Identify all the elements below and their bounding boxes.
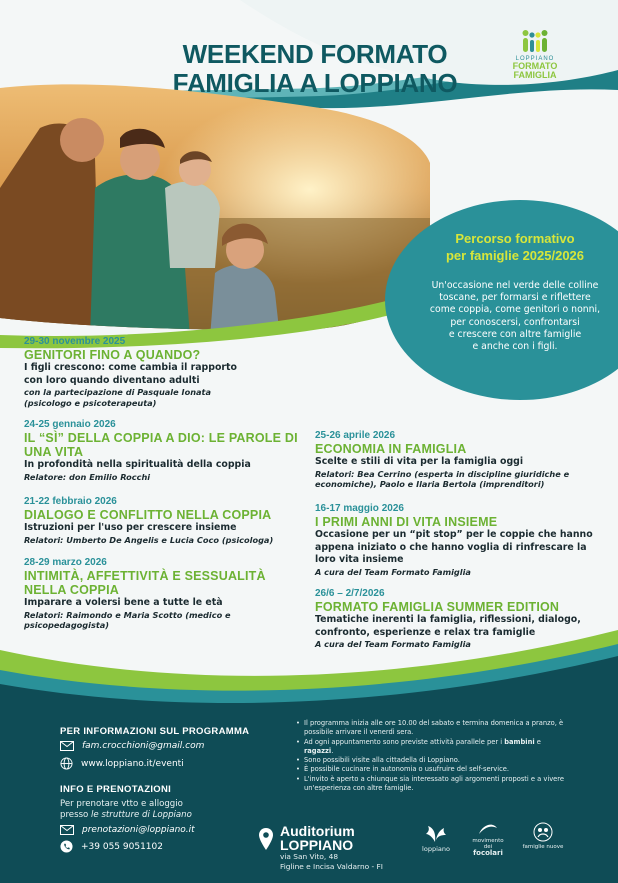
venue-block [280,824,383,871]
event-title: INTIMITÀ, AFFETTIVITÀ E SESSUALITÀ [24,569,266,583]
event-item [315,503,605,577]
event-speakers: psicopedagogista) [24,620,110,630]
venue-address: Figline e Incisa Valdarno - FI [280,861,383,871]
event-speakers: (psicologo e psicoterapeuta) [24,397,157,408]
booking-line: Per prenotare vtto e alloggio [60,799,183,809]
title-line: FAMIGLIA A LOPPIANO [172,68,458,98]
info-email-link[interactable]: fam.crocchioni@gmail.com [82,741,205,751]
event-title: GENITORI FINO A QUANDO? [24,348,201,362]
event-title: ECONOMIA IN FAMIGLIA [315,442,467,456]
phone-row[interactable] [60,840,163,853]
booking-line-emphasis: le strutture di Loppiano [91,809,192,820]
intro-title [415,230,615,264]
note-text: . [331,746,334,755]
event-date: 28-29 marzo 2026 [24,557,107,568]
note-item: • L'invito è aperto a chiunque sia interessato agli argomenti proposti e a vivere un'esperienza con altre famiglie. [296,775,572,794]
event-speakers: Relatore: don Emilio Rocchi [24,471,151,482]
note-item: • Il programma inizia alle ore 10.00 del sabato e termina domenica a pranzo, è possibile arrivare il venerdì sera. [296,719,572,738]
intro-line: e anche con i figli. [472,341,558,353]
event-title: I PRIMI ANNI DI VITA INSIEME [315,515,498,529]
famiglie-nuove-logo [520,822,566,850]
venue-address: via San Vito, 48 [280,852,339,861]
event-item [315,430,605,490]
event-description: Occasione per un “pit stop” per le coppie che hanno [315,529,593,540]
note-text: Ad ogni appuntamento sono previste attività parallele per i [304,737,505,746]
logo-word: LOPPIANO [515,56,555,62]
phone-icon [60,840,73,853]
event-date: 21-22 febbraio 2026 [24,496,117,507]
globe-icon [60,757,73,770]
formato-famiglia-logo [500,28,570,80]
event-speakers: Relatori: Bea Cerrino (esperta in discipline giuridiche e [315,468,570,479]
event-speakers: economiche), Paolo e Ilaria Bertola (imprenditori) [315,479,545,489]
event-speakers: A cura del Team Formato Famiglia [315,566,471,577]
venue-name: LOPPIANO [280,837,354,853]
booking-heading: INFO E PRENOTAZIONI [60,784,172,795]
booking-email-row[interactable] [60,825,195,835]
event-speakers: A cura del Team Formato Famiglia [315,639,471,649]
website-row[interactable] [60,757,184,770]
event-title: UNA VITA [24,445,84,459]
envelope-icon [60,741,74,751]
title-line: WEEKEND FORMATO [182,39,448,69]
note-text: e [534,737,541,746]
logo-name: FORMATO [512,61,558,71]
event-date: 16-17 maggio 2026 [315,503,404,514]
event-description: Tematiche inerenti la famiglia, riflessioni, dialogo, [315,614,581,625]
event-description: Imparare a volersi bene a tutte le età [24,597,223,608]
event-description: confronto, esperienze e relax tra famiglie [315,626,536,638]
event-item [24,496,314,545]
event-date: 25-26 aprile 2026 [315,430,396,441]
event-description: In profondità nella spiritualità della coppia [24,459,251,470]
event-date: 29-30 novembre 2025 [24,336,126,347]
note-item: • È possibile cucinare in autonomia o usufruire del self-service. [296,765,572,774]
notes-list [296,719,572,793]
event-speakers: con la partecipazione di Pasquale Ionata [24,387,211,397]
location-pin-icon [259,828,273,850]
focolari-logo-icon [477,822,499,836]
logo-name: FAMIGLIA [513,70,557,80]
venue-name: Auditorium [280,823,355,839]
loppiano-logo [414,824,458,852]
event-date: 24-25 gennaio 2026 [24,419,116,430]
event-description: I figli crescono: come cambia il rapporto [24,362,237,373]
intro-title-line: Percorso formativo [455,231,575,246]
note-item: • Sono possibili visite alla cittadella di Loppiano. [296,756,572,765]
intro-title-line: per famiglie 2025/2026 [445,248,585,263]
intro-line: toscane, per formarsi e riflettere [439,292,591,304]
event-speakers: Relatori: Umberto De Angelis e Lucia Coco (psicologa) [24,534,274,545]
event-description: appena iniziato o che hanno voglia di rinfrescare la [315,541,587,553]
event-speakers: Relatori: Raimondo e Maria Scotto (medico e [24,609,231,620]
envelope-icon [60,825,74,835]
loppiano-logo-text: loppiano [422,845,450,853]
note-bold-word: bambini [504,737,535,746]
event-title: NELLA COPPIA [24,583,119,597]
booking-line [60,810,192,821]
intro-line: Un'occasione nel verde delle colline [431,280,599,291]
note-bold-word: ragazzi [304,746,332,755]
booking-email-link[interactable]: prenotazioni@loppiano.it [82,825,195,835]
focolari-logo-small: movimento dei [472,838,504,850]
website-link[interactable]: www.loppiano.it/eventi [81,758,184,769]
focolari-logo [468,822,508,856]
event-item [24,336,314,408]
event-description: loro vita insieme [315,554,404,565]
event-description: con loro quando diventano adulti [24,374,200,386]
info-email-row[interactable] [60,741,204,751]
famiglie-nuove-logo-icon [533,822,553,842]
event-item [24,419,314,482]
booking-line-prefix: presso [60,809,92,820]
event-description: Scelte e stili di vita per la famiglia oggi [315,456,524,467]
intro-text [406,280,618,353]
booking-text [60,799,192,820]
famiglie-nuove-logo-text: famiglie nuove [522,844,564,850]
event-title: DIALOGO E CONFLITTO NELLA COPPIA [24,508,272,522]
event-description: Istruzioni per l'uso per crescere insieme [24,522,237,533]
event-date: 26/6 – 2/7/2026 [315,588,385,599]
event-title: FORMATO FAMIGLIA SUMMER EDITION [315,600,560,614]
intro-line: come coppia, come genitori o nonni, [429,304,601,316]
note-item [296,738,572,757]
phone-number[interactable]: +39 055 9051102 [81,841,163,852]
info-heading: PER INFORMAZIONI SUL PROGRAMMA [60,726,250,737]
event-title: IL “SÌ” DELLA COPPIA A DIO: LE PAROLE DI [24,431,298,445]
loppiano-logo-icon [424,824,448,844]
family-logo-icon [520,28,550,56]
intro-line: e crescere con altre famiglie [448,328,582,340]
intro-line: per conoscersi, confrontarsi [450,316,580,328]
focolari-logo-text: focolari [473,849,503,857]
